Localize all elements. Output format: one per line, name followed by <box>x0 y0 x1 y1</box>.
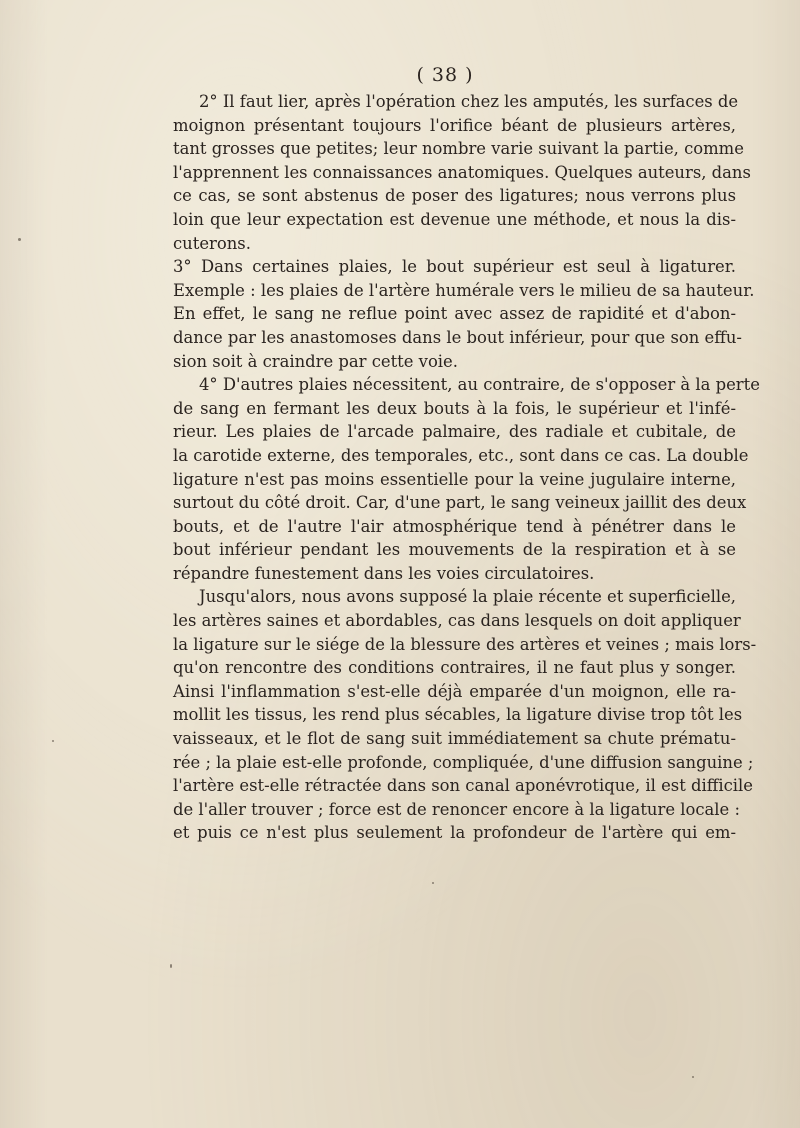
text-line: ligature n'est pas moins essentielle pour la veine jugulaire interne, <box>173 469 736 489</box>
paragraph-upper-end <box>173 255 755 373</box>
text-line: cuterons. <box>173 233 251 253</box>
paper-speck <box>52 740 54 742</box>
text-line: bout inférieur pendant les mouvements de la respiration et à se <box>173 540 736 560</box>
page-number: ( 38 ) <box>416 64 474 86</box>
text-line: Jusqu'alors, nous avons supposé la plaie récente et superficielle, <box>199 587 736 607</box>
text-line: 4° D'autres plaies nécessitent, au contraire, de s'opposer à la perte <box>199 375 760 395</box>
text-line: qu'on rencontre des conditions contraires, il ne faut plus y songer. <box>173 658 736 678</box>
text-line: Ainsi l'inflammation s'est-elle déjà emparée d'un moignon, elle ra- <box>173 681 736 701</box>
text-line: 3° Dans certaines plaies, le bout supérieur est seul à ligaturer. <box>173 257 736 277</box>
text-line: loin que leur expectation est devenue une méthode, et nous la dis- <box>173 209 736 229</box>
text-line: rée ; la plaie est-elle profonde, compliquée, d'une diffusion sanguine ; <box>173 752 754 772</box>
paragraph-amputations <box>173 90 751 255</box>
text-line: de l'aller trouver ; force est de renoncer encore à la ligature locale : <box>173 799 740 819</box>
text-line: la ligature sur le siége de la blessure des artères et veines ; mais lors- <box>173 634 757 654</box>
text-line: surtout du côté droit. Car, d'une part, le sang veineux jaillit des deux <box>173 493 747 513</box>
text-line: moignon présentant toujours l'orifice béant de plusieurs artères, <box>173 115 736 135</box>
paragraph-contrary-conditions <box>173 585 757 845</box>
text-line: mollit les tissus, les rend plus sécables, la ligature divise trop tôt les <box>173 705 743 725</box>
text-line: En effet, le sang ne reflue point avec assez de rapidité et d'abon- <box>173 304 736 324</box>
paper-speck <box>432 882 434 884</box>
text-line: de sang en fermant les deux bouts à la fois, le supérieur et l'infé- <box>173 398 736 418</box>
text-line: la carotide externe, des temporales, etc., sont dans ce cas. La double <box>173 445 749 465</box>
text-line: Exemple : les plaies de l'artère humérale vers le milieu de sa hauteur. <box>173 280 755 300</box>
text-line: bouts, et de l'autre l'air atmosphérique tend à pénétrer dans le <box>173 516 736 536</box>
paper-speck <box>170 964 172 968</box>
text-line: vaisseaux, et le flot de sang suit immédiatement sa chute prématu- <box>173 729 736 749</box>
text-line: et puis ce n'est plus seulement la profondeur de l'artère qui em- <box>173 823 736 843</box>
text-line: dance par les anastomoses dans le bout inférieur, pour que son effu- <box>173 327 742 347</box>
paragraph-both-ends <box>173 373 760 585</box>
paper-speck <box>18 238 21 241</box>
text-line: les artères saines et abordables, cas dans lesquels on doit appliquer <box>173 611 741 631</box>
text-line: ce cas, se sont abstenus de poser des ligatures; nous verrons plus <box>173 186 736 206</box>
text-line: tant grosses que petites; leur nombre varie suivant la partie, comme <box>173 139 744 159</box>
text-line: l'apprennent les connaissances anatomiques. Quelques auteurs, dans <box>173 162 751 182</box>
paper-speck <box>692 1076 694 1078</box>
text-line: rieur. Les plaies de l'arcade palmaire, des radiale et cubitale, de <box>173 422 736 442</box>
text-line: 2° Il faut lier, après l'opération chez les amputés, les surfaces de <box>199 92 739 111</box>
text-line: répandre funestement dans les voies circulatoires. <box>173 563 595 583</box>
body-text <box>173 90 760 845</box>
text-line: sion soit à craindre par cette voie. <box>173 351 458 371</box>
text-line: l'artère est-elle rétractée dans son canal aponévrotique, il est difficile <box>173 776 753 796</box>
